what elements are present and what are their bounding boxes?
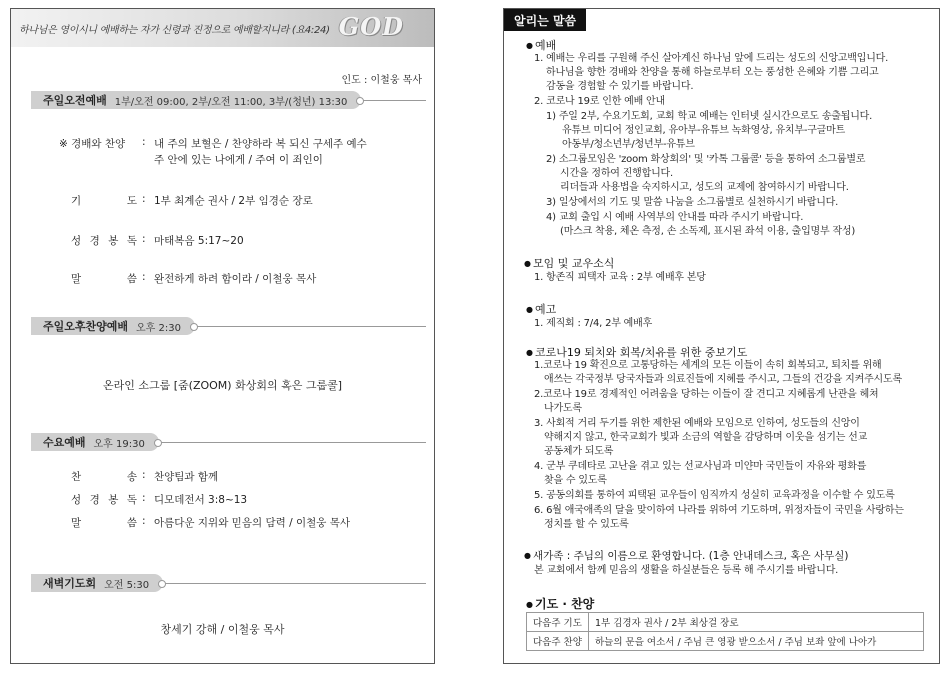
order-label: 성 경 봉 독 (71, 494, 137, 506)
announcements-page (503, 8, 940, 664)
service-time: 오후 2:30 (136, 322, 181, 334)
service-name: 수요예배 (43, 436, 86, 449)
afternoon-description: 온라인 소그룹 [줌(ZOOM) 화상회의 혹은 그룹콜] (102, 379, 342, 392)
announcement-line: 나가도록 (544, 403, 582, 414)
order-label: 말 씀 (71, 273, 137, 285)
service-time: 오전 5:30 (104, 579, 150, 591)
announcement-line: 리더들과 사용법을 숙지하시고, 성도의 교제에 참여하시기 바랍니다. (560, 182, 849, 193)
order-item-sermon-wed: 말 씀 : 아름다운 지위와 믿음의 담력 / 이철웅 목사 (71, 515, 350, 529)
order-value: 완전하게 하려 함이라 / 이철웅 목사 (154, 273, 317, 285)
section-head-worship: ● 예배 (526, 37, 556, 53)
announcement-line: 찾을 수 있도록 (544, 475, 607, 486)
order-value: 찬양팀과 함께 (154, 471, 219, 483)
announcement-line: 본 교회에서 함께 믿음의 생활을 하실분들은 등록 해 주시기를 바랍니다. (534, 565, 839, 576)
table-row (527, 613, 924, 632)
table-row (527, 632, 924, 651)
god-logo: GOD (338, 12, 404, 41)
order-value: 디모데전서 3:8~13 (154, 494, 248, 506)
announcement-line: 약해지지 않고, 한국교회가 빛과 소금의 역할을 감당하며 이웃을 섬기는 선교 (544, 432, 868, 443)
order-label: 찬 송 (71, 471, 137, 483)
order-value: 마태복음 5:17~20 (154, 235, 244, 247)
announcement-line: 정치를 할 수 있도록 (544, 519, 629, 530)
announcement-line: 4. 군부 쿠데타로 고난을 겪고 있는 선교사님과 미얀마 국민들이 자유와 평화를 (534, 461, 867, 472)
order-value: 1부 최계순 권사 / 2부 임경순 장로 (154, 195, 313, 207)
order-value: 내 주의 보혈은 / 찬양하라 복 되신 구세주 예수 주 안에 있는 나에게 / 주여 이 죄인이 (154, 138, 367, 166)
announcement-line: 6. 6월 애국애족의 달을 맞이하여 나라를 위하여 기도하며, 위정자들이 국민을 사랑하는 (534, 505, 904, 516)
service-name: 새벽기도회 (43, 577, 97, 590)
table-key: 다음주 기도 (527, 613, 589, 632)
worship-order-page (10, 8, 435, 664)
order-value: 아름다운 지위와 믿음의 담력 / 이철웅 목사 (154, 517, 350, 529)
announcement-line: 3) 일상에서의 기도 및 말씀 나눔을 소그룹별로 실천하시기 바랍니다. (546, 197, 839, 208)
service-name: 주일오전예배 (43, 94, 107, 107)
announcement-line: 애쓰는 각국정부 당국자들과 의료진들에 지혜를 주시고, 그들의 건강을 지켜주시도록 (544, 374, 902, 385)
order-item-prayer: 기 도 : 1부 최계순 권사 / 2부 임경순 장로 (71, 193, 313, 207)
order-label: 기 도 (71, 195, 137, 207)
worship-leader: 인도 : 이철웅 목사 (341, 75, 422, 86)
announcements-tab: 알리는 말씀 (504, 9, 586, 31)
prayer-praise-table (526, 612, 924, 651)
order-label: 성 경 봉 독 (71, 235, 137, 247)
order-item-hymn: 찬 송 : 찬양팀과 함께 (71, 469, 219, 483)
announcement-line: 감동을 경험할 수 있기를 바랍니다. (546, 81, 694, 92)
announcement-line: (마스크 착용, 체온 측정, 손 소독제, 표시된 좌석 이용, 출입명부 작성) (560, 226, 856, 237)
announcement-line: 1.코로나 19 확진으로 고통당하는 세계의 모든 이들이 속히 회복되고, 퇴치를 위해 (534, 360, 882, 371)
announcement-line: 하나님을 향한 경배와 찬양을 통해 하늘로부터 오는 풍성한 은혜와 기쁨 그리고 (546, 67, 879, 78)
announcement-line: 4) 교회 출입 시 예배 사역부의 안내를 따라 주시기 바랍니다. (546, 212, 804, 223)
section-head-prayer: ● 코로나19 퇴치와 회복/치유를 위한 중보기도 (526, 344, 747, 360)
order-item-praise: ※ 경배와 찬양 : 내 주의 보혈은 / 찬양하라 복 되신 구세주 예수 주 안에 있는 나에게 / 주여 이 죄인이 (59, 136, 367, 166)
order-item-scripture-wed: 성 경 봉 독 : 디모데전서 3:8~13 (71, 492, 248, 506)
service-header-sunday-morning (31, 91, 434, 109)
announcement-line: 1. 제직회 : 7/4, 2부 예배후 (534, 318, 653, 329)
service-header-wednesday (31, 433, 434, 451)
banner-verse: 하나님은 영이시니 예배하는 자가 신령과 진정으로 예배할지니라 (요4:24) (19, 25, 330, 36)
table-value: 하늘의 문을 여소서 / 주님 큰 영광 받으소서 / 주님 보좌 앞에 나아가 (589, 632, 924, 651)
announcement-line: 5. 공동의회를 통하여 피택된 교우들이 임직까지 성실히 교육과정을 이수할 수 있도록 (534, 490, 895, 501)
announcement-line: 공동체가 되도록 (544, 446, 614, 457)
service-header-dawn (31, 574, 434, 592)
service-time: 오후 19:30 (93, 438, 145, 450)
announcement-line: 아동부/청소년부/청년부-유튜브 (562, 139, 695, 150)
announcement-line: 1. 항존직 피택자 교육 : 2부 예배후 본당 (534, 272, 706, 283)
order-item-sermon: 말 씀 : 완전하게 하려 함이라 / 이철웅 목사 (71, 271, 317, 285)
announcement-line: 1) 주일 2부, 수요기도회, 교회 학교 예배는 인터넷 실시간으로도 송출됩니다. (546, 111, 873, 122)
announcement-line: 2.코로나 19로 경제적인 어려움을 당하는 이들이 잘 견디고 지혜롭게 난관을 헤쳐 (534, 389, 879, 400)
announcement-line: 2. 코로나 19로 인한 예배 안내 (534, 96, 665, 107)
announcement-line: 유튜브 미디어 정인교회, 유아부-유튜브 녹화영상, 유치부-구글마트 (562, 125, 846, 136)
service-time: 1부/오전 09:00, 2부/오전 11:00, 3부/(청년) 13:30 (114, 96, 348, 108)
announcement-line: 2) 소그룹모임은 'zoom 화상회의' 및 '카톡 그룹콜' 등을 통하여 소그룹별로 (546, 154, 866, 165)
order-label: ※ 경배와 찬양 (59, 138, 126, 150)
order-label: 말 씀 (71, 517, 137, 529)
service-name: 주일오후찬양예배 (43, 320, 129, 333)
section-head-newcomers: ● 새가족 : 주님의 이름으로 환영합니다. (1층 안내데스크, 혹은 사무실) (524, 548, 849, 563)
header-banner (11, 9, 434, 47)
prayer-praise-title: ● 기도 · 찬양 (526, 595, 594, 612)
section-head-preview: ● 예고 (526, 301, 556, 317)
table-key: 다음주 찬양 (527, 632, 589, 651)
dawn-description: 창세기 강해 / 이철웅 목사 (160, 623, 285, 636)
announcement-line: 3. 사회적 거리 두기를 위한 제한된 예배와 모임으로 인하여, 성도들의 신앙이 (534, 418, 860, 429)
order-item-scripture: 성 경 봉 독 : 마태복음 5:17~20 (71, 233, 244, 247)
announcement-line: 1. 예배는 우리를 구원해 주신 살아계신 하나님 앞에 드리는 성도의 신앙고백입니다. (534, 53, 889, 64)
table-value: 1부 김경자 권사 / 2부 최상걸 장로 (589, 613, 924, 632)
service-header-sunday-afternoon (31, 317, 434, 335)
announcement-line: 시간을 정하여 진행합니다. (560, 168, 673, 179)
section-head-meetings: ● 모임 및 교우소식 (524, 255, 614, 271)
